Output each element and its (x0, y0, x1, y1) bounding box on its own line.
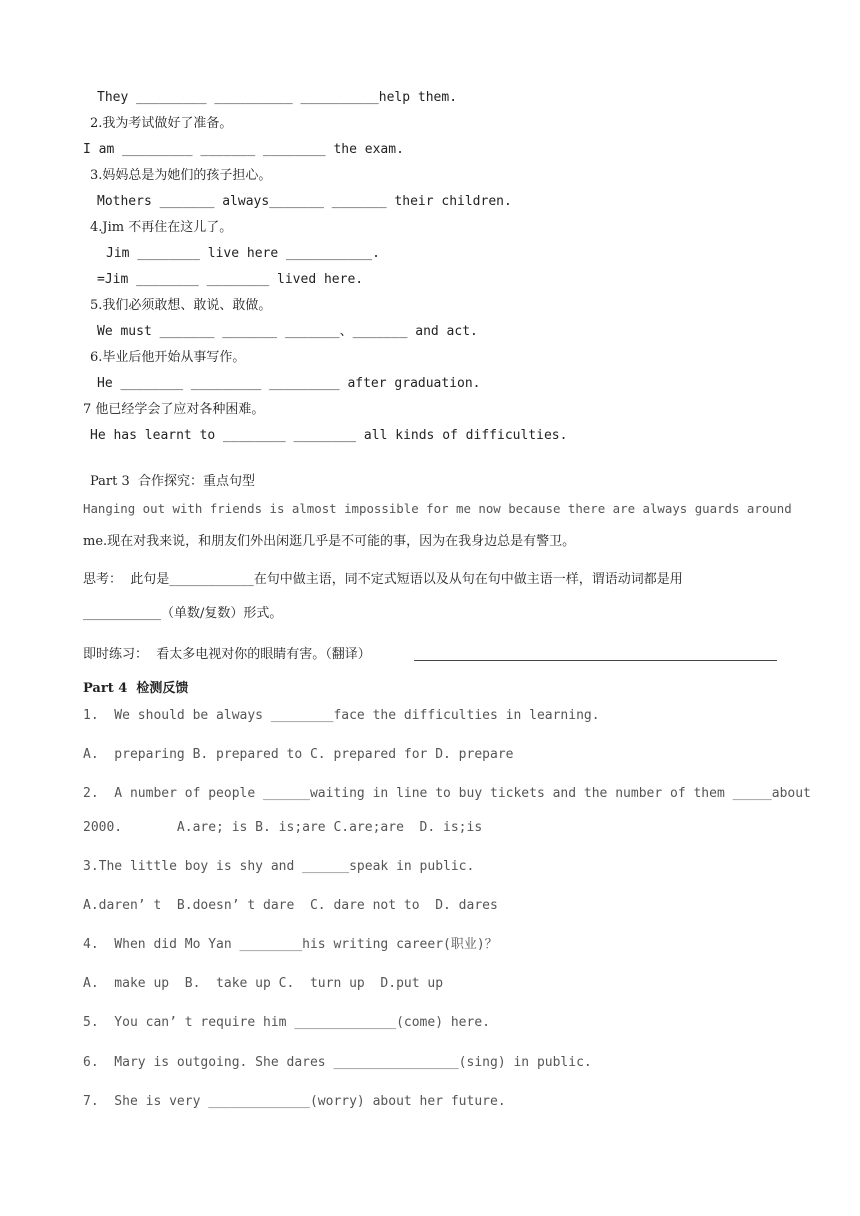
quiz-options: A. preparing B. prepared to C. prepared for D. prepare (83, 747, 514, 762)
quiz-question: 2. A number of people ______waiting in line to buy tickets and the number of them _____about (83, 786, 811, 801)
exercise-line: I am _________ _______ ________ the exam. (83, 142, 404, 157)
exercise-prompt-cn: 2.我为考试做好了准备。 (90, 116, 233, 131)
think-question-line2: ____________（单数/复数）形式。 (83, 606, 283, 621)
quiz-question: 3.The little boy is shy and ______speak in public. (83, 859, 475, 874)
quiz-options: 2000. A.are; is B. is;are C.are;are D. is;is (83, 820, 483, 835)
example-sentence-cn: me.现在对我来说，和朋友们外出闲逛几乎是不可能的事，因为在我身边总是有警卫。 (83, 534, 576, 549)
quiz-question: 4. When did Mo Yan ________his writing career(职业)？ (83, 937, 498, 952)
practice-prompt: 即时练习： 看太多电视对你的眼睛有害。（翻译） (83, 647, 371, 662)
exercise-prompt-cn: 4.Jim 不再住在这儿了。 (90, 220, 233, 235)
answer-blank-line[interactable] (414, 660, 777, 661)
exercise-line: =Jim ________ ________ lived here. (97, 272, 364, 287)
quiz-question: 1. We should be always ________face the difficulties in learning. (83, 708, 600, 723)
section-heading-part4: Part 4 检测反馈 (83, 681, 189, 696)
quiz-question: 7. She is very _____________(worry) about her future. (83, 1094, 506, 1109)
exercise-prompt-cn: 5.我们必须敢想、敢说、敢做。 (90, 298, 272, 313)
exercise-prompt-cn: 6.毕业后他开始从事写作。 (90, 350, 246, 365)
exercise-line: They _________ __________ __________help them. (97, 90, 458, 105)
example-sentence-en: Hanging out with friends is almost impossible for me now because there are always guards around (83, 501, 792, 516)
exercise-line: He has learnt to ________ ________ all kinds of difficulties. (90, 428, 568, 443)
think-question-line1: 思考： 此句是_____________在句中做主语，同不定式短语以及从句在句中做主语一样，谓语动词都是用 (83, 572, 683, 587)
quiz-options: A. make up B. take up C. turn up D.put up (83, 976, 444, 991)
exercise-prompt-cn: 7 他已经学会了应对各种困难。 (83, 402, 265, 417)
exercise-line: Jim ________ live here ___________. (106, 246, 380, 261)
exercise-line: Mothers _______ always_______ _______ their children. (97, 194, 512, 209)
exercise-line: We must _______ _______ _______、_______ and act. (97, 324, 478, 339)
exercise-prompt-cn: 3.妈妈总是为她们的孩子担心。 (90, 168, 272, 183)
quiz-options: A.daren’ t B.doesn’ t dare C. dare not to D. dares (83, 898, 498, 913)
section-heading-part3: Part 3 合作探究：重点句型 (90, 474, 256, 489)
quiz-question: 6. Mary is outgoing. She dares ________________(sing) in public. (83, 1055, 592, 1070)
quiz-question: 5. You can’ t require him _____________(come) here. (83, 1015, 490, 1030)
exercise-line: He ________ _________ _________ after graduation. (97, 376, 481, 391)
